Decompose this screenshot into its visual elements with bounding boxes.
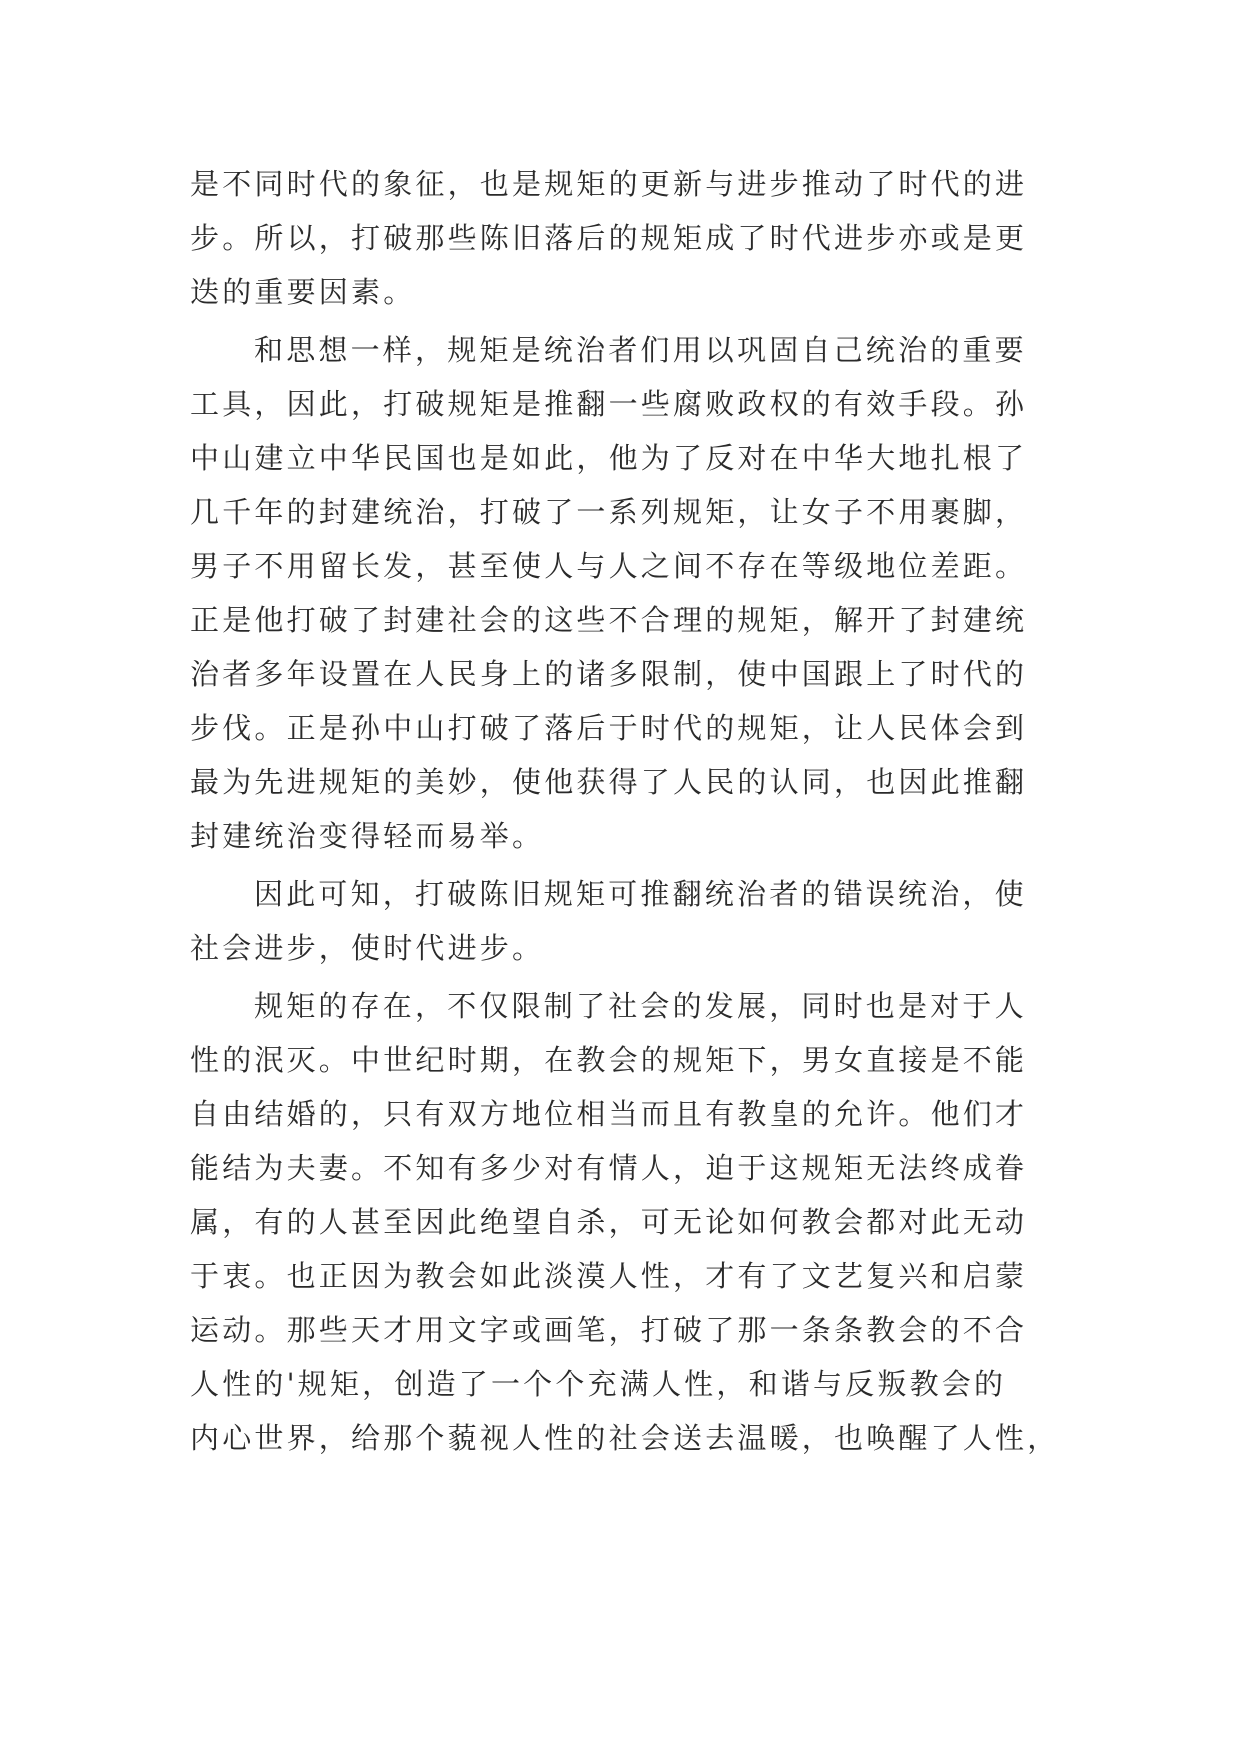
text-line: 规矩的存在，不仅限制了社会的发展，同时也是对于人 (254, 989, 1027, 1023)
paragraph (190, 157, 1060, 319)
text-line: 工具，因此，打破规矩是推翻一些腐败政权的有效手段。孙 (190, 387, 1028, 421)
text-line: 性的泯灭。中世纪时期，在教会的规矩下，男女直接是不能 (190, 1043, 1028, 1077)
text-line: 属，有的人甚至因此绝望自杀，可无论如何教会都对此无动 (190, 1205, 1028, 1239)
text-line: 男子不用留长发，甚至使人与人之间不存在等级地位差距。 (190, 549, 1028, 583)
paragraph (190, 979, 1060, 1465)
document-body (190, 157, 1060, 1465)
paragraph (190, 867, 1060, 975)
text-line: 是不同时代的象征，也是规矩的更新与进步推动了时代的进 (190, 167, 1028, 201)
text-line: 几千年的封建统治，打破了一系列规矩，让女子不用裹脚， (190, 495, 1028, 529)
text-line: 因此可知，打破陈旧规矩可推翻统治者的错误统治，使 (254, 877, 1027, 911)
text-line: 人性的'规矩，创造了一个个充满人性，和谐与反叛教会的 (190, 1367, 1007, 1401)
text-line: 于衷。也正因为教会如此淡漠人性，才有了文艺复兴和启蒙 (190, 1259, 1028, 1293)
text-line: 封建统治变得轻而易举。 (190, 819, 545, 853)
text-line: 能结为夫妻。不知有多少对有情人，迫于这规矩无法终成眷 (190, 1151, 1028, 1185)
text-line: 社会进步，使时代进步。 (190, 931, 545, 965)
text-line: 最为先进规矩的美妙，使他获得了人民的认同，也因此推翻 (190, 765, 1028, 799)
text-line: 中山建立中华民国也是如此，他为了反对在中华大地扎根了 (190, 441, 1028, 475)
text-line: 迭的重要因素。 (190, 275, 416, 309)
text-line: 步。所以，打破那些陈旧落后的规矩成了时代进步亦或是更 (190, 221, 1028, 255)
text-line: 治者多年设置在人民身上的诸多限制，使中国跟上了时代的 (190, 657, 1028, 691)
text-line: 步伐。正是孙中山打破了落后于时代的规矩，让人民体会到 (190, 711, 1028, 745)
paragraph (190, 323, 1060, 863)
text-line: 运动。那些天才用文字或画笔，打破了那一条条教会的不合 (190, 1313, 1028, 1347)
text-line: 和思想一样，规矩是统治者们用以巩固自己统治的重要 (254, 333, 1027, 367)
text-line: 自由结婚的，只有双方地位相当而且有教皇的允许。他们才 (190, 1097, 1028, 1131)
text-line: 正是他打破了封建社会的这些不合理的规矩，解开了封建统 (190, 603, 1028, 637)
text-line: 内心世界，给那个藐视人性的社会送去温暖，也唤醒了人性， (190, 1421, 1060, 1455)
